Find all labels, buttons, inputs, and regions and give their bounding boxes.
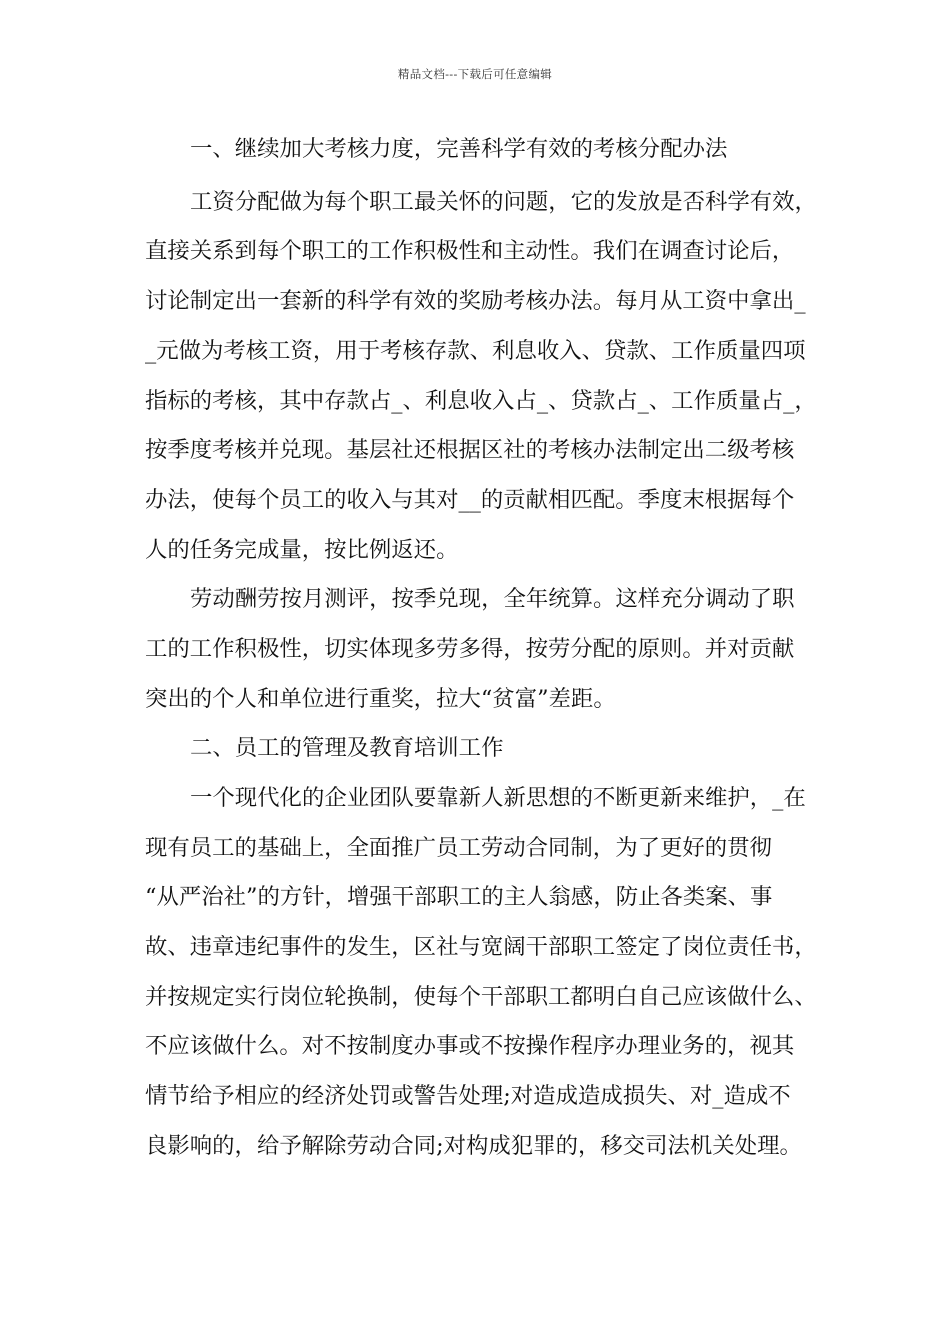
paragraph-line: 现有员工的基础上，全面推广员工劳动合同制，为了更好的贯彻	[145, 835, 772, 861]
paragraph-line: 人的任务完成量，按比例返还。	[145, 537, 459, 563]
paragraph-line: 讨论制定出一套新的科学有效的奖励考核办法。每月从工资中拿出_	[145, 288, 806, 314]
paragraph-line: 直接关系到每个职工的工作积极性和主动性。我们在调查讨论后，	[145, 238, 795, 264]
paragraph-line: 劳动酬劳按月测评，按季兑现，全年统算。这样充分调动了职	[190, 586, 795, 612]
section-heading-1: 一、继续加大考核力度，完善科学有效的考核分配办法	[190, 136, 728, 162]
paragraph-line: _元做为考核工资，用于考核存款、利息收入、贷款、工作质量四项	[145, 338, 806, 364]
paragraph-line: 工资分配做为每个职工最关怀的问题，它的发放是否科学有效，	[190, 189, 817, 215]
paragraph-line: 工的工作积极性，切实体现多劳多得，按劳分配的原则。并对贡献	[145, 636, 795, 662]
paragraph-line: 良影响的，给予解除劳动合同;对构成犯罪的，移交司法机关处理。	[145, 1133, 802, 1159]
section-heading-2: 二、员工的管理及教育培训工作	[190, 735, 504, 761]
paragraph-line: 一个现代化的企业团队要靠新人新思想的不断更新来维护，_在	[190, 785, 806, 811]
paragraph-line: 不应该做什么。对不按制度办事或不按操作程序办理业务的，视其	[145, 1033, 795, 1059]
paragraph-line: 并按规定实行岗位轮换制，使每个干部职工都明白自己应该做什么、	[145, 984, 817, 1010]
paragraph-line: “从严治社”的方针，增强干部职工的主人翁感，防止各类案、事	[145, 884, 773, 910]
paragraph-line: 突出的个人和单位进行重奖，拉大“贫富”差距。	[145, 686, 616, 712]
paragraph-line: 情节给予相应的经济处罚或警告处理;对造成造成损失、对_造成不	[145, 1083, 791, 1109]
paragraph-line: 办法，使每个员工的收入与其对__的贡献相匹配。季度末根据每个	[145, 487, 795, 513]
paragraph-line: 故、违章违纪事件的发生，区社与宽阔干部职工签定了岗位责任书，	[145, 934, 817, 960]
paragraph-line: 指标的考核，其中存款占_、利息收入占_、贷款占_、工作质量占_，	[145, 388, 817, 414]
page-header-watermark: 精品文档---下载后可任意编辑	[397, 67, 553, 81]
paragraph-line: 按季度考核并兑现。基层社还根据区社的考核办法制定出二级考核	[145, 437, 795, 463]
